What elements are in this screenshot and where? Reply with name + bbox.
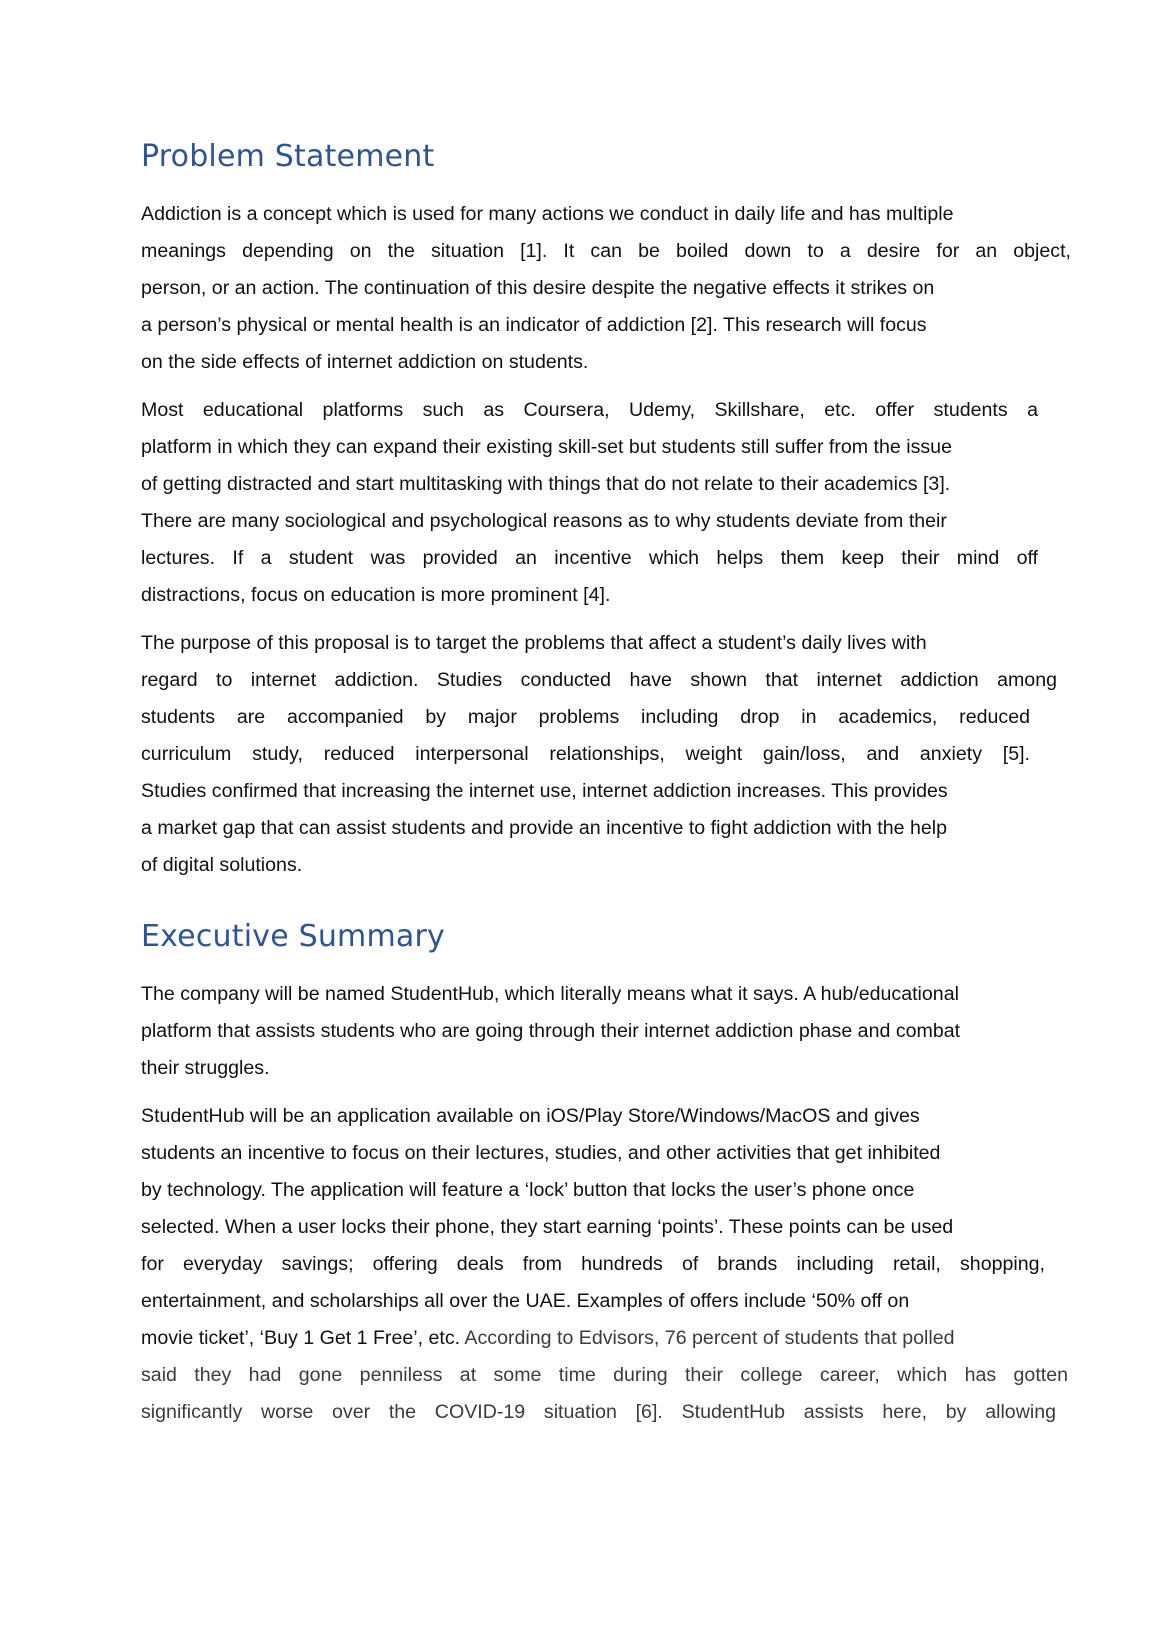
text-line: a person’s physical or mental health is an indicator of addiction [2]. This research will focus [141,314,927,336]
text-line: significantly worse over the COVID-19 situation [6]. StudentHub assists here, by allowing [141,1401,1056,1423]
text-line: students an incentive to focus on their lectures, studies, and other activities that get inhibited [141,1142,941,1164]
text-line: lectures. If a student was provided an incentive which helps them keep their mind off [141,547,1038,569]
text-line: by technology. The application will feature a ‘lock’ button that locks the user’s phone once [141,1179,915,1201]
text-line: for everyday savings; offering deals from hundreds of brands including retail, shopping, [141,1253,1045,1275]
text-line: of digital solutions. [141,854,303,876]
text-line: The company will be named StudentHub, which literally means what it says. A hub/educational [141,983,959,1005]
text-line: students are accompanied by major problems including drop in academics, reduced [141,706,1030,728]
executive-summary-paragraph-1 [141,976,1071,1087]
text-line: regard to internet addiction. Studies conducted have shown that internet addiction among [141,669,1057,691]
text-line: curriculum study, reduced interpersonal relationships, weight gain/loss, and anxiety [5]. [141,743,1030,765]
text-line: entertainment, and scholarships all over the UAE. Examples of offers include ‘50% off on [141,1290,910,1312]
executive-summary-paragraph-2 [141,1098,1068,1431]
text-line: platform in which they can expand their existing skill-set but students still suffer from the issue [141,436,952,458]
text-line: meanings depending on the situation [1]. It can be boiled down to a desire for an object, [141,240,1071,262]
problem-statement-paragraph-2 [141,392,1038,614]
text-line: There are many sociological and psychological reasons as to why students deviate from their [141,510,947,532]
problem-statement-paragraph-1 [141,196,1071,381]
text-line: Addiction is a concept which is used for many actions we conduct in daily life and has multiple [141,203,954,225]
text-line [141,1320,1068,1357]
text-line: on the side effects of internet addiction on students. [141,351,589,373]
document-body [141,138,1071,1442]
text-line: Most educational platforms such as Coursera, Udemy, Skillshare, etc. offer students a [141,399,1038,421]
problem-statement-paragraph-3 [141,625,1057,884]
text-line: person, or an action. The continuation of this desire despite the negative effects it strikes on [141,277,935,299]
text-line: said they had gone penniless at some time during their college career, which has gotten [141,1364,1068,1386]
text-line: platform that assists students who are going through their internet addiction phase and combat [141,1020,961,1042]
text-line: StudentHub will be an application available on iOS/Play Store/Windows/MacOS and gives [141,1105,920,1127]
text-line: distractions, focus on education is more prominent [4]. [141,584,611,606]
text-line: their struggles. [141,1057,270,1079]
text-line: selected. When a user locks their phone, they start earning ‘points’. These points can be used [141,1216,954,1238]
text-line: The purpose of this proposal is to target the problems that affect a student’s daily lives with [141,632,927,654]
text-line: Studies confirmed that increasing the internet use, internet addiction increases. This provides [141,780,948,802]
text-run: movie ticket’, ‘Buy 1 Get 1 Free’, etc. [141,1327,461,1349]
problem-statement-heading: Problem Statement [141,139,435,174]
executive-summary-heading: Executive Summary [141,919,445,954]
text-line: of getting distracted and start multitasking with things that do not relate to their academics [3]. [141,473,951,495]
text-line: a market gap that can assist students and provide an incentive to fight addiction with the help [141,817,948,839]
text-run-citation: According to Edvisors, 76 percent of students that polled [460,1327,955,1349]
